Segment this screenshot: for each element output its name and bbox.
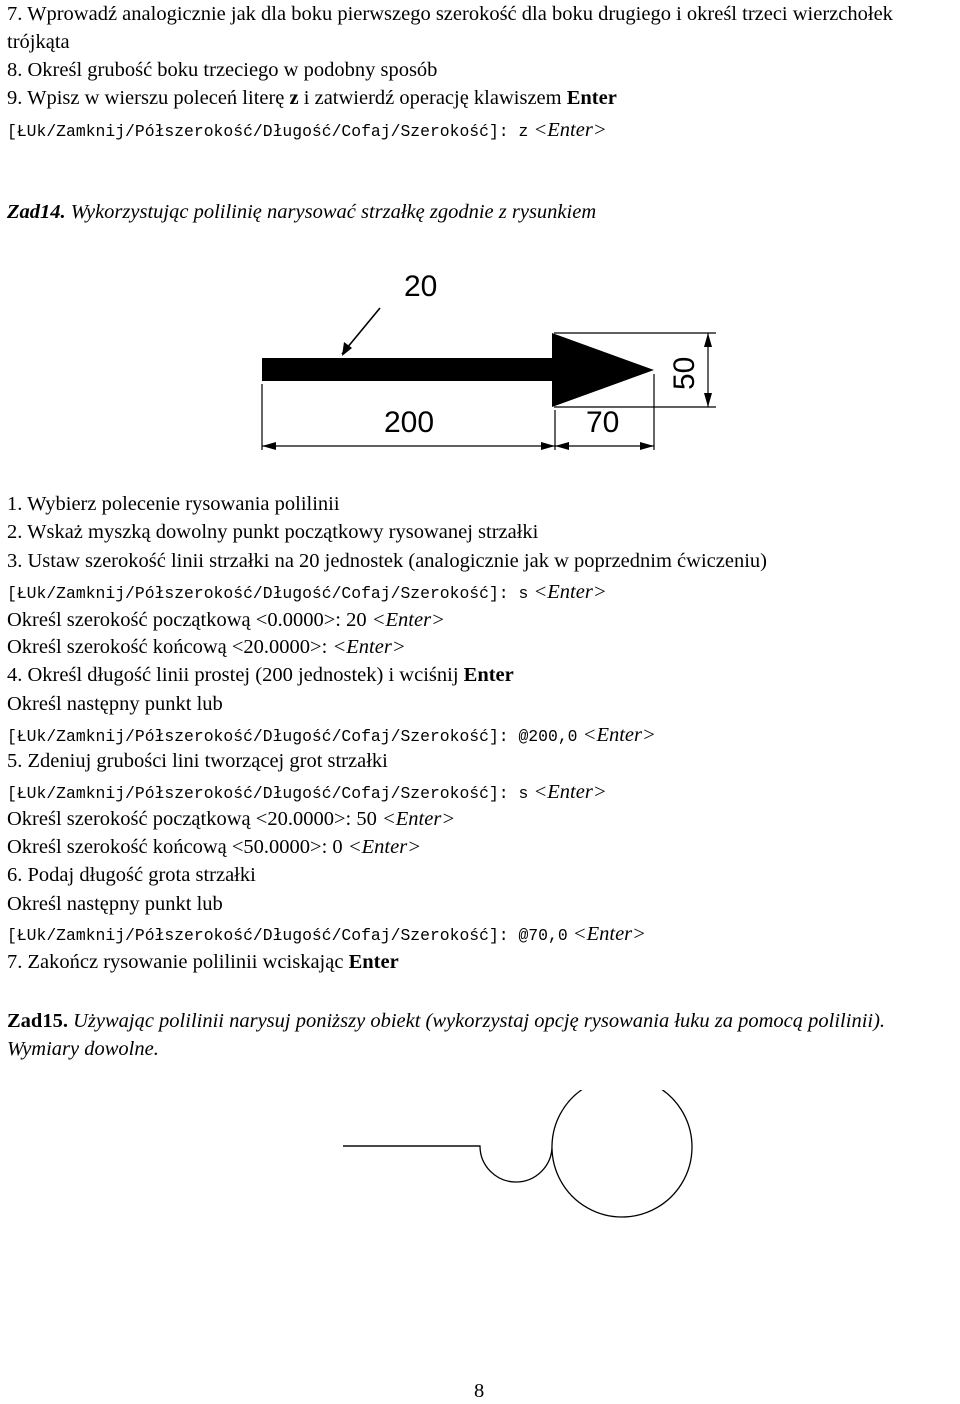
enter-key-label: <Enter>	[332, 636, 406, 658]
step-5-start-text: Określ szerokość początkową <20.0000>: 50	[7, 808, 377, 830]
enter-key-label: <Enter>	[371, 609, 445, 631]
step-4-next-point: Określ następny punkt lub	[7, 693, 223, 715]
enter-key-label: <Enter>	[533, 581, 607, 603]
step-7	[7, 948, 399, 976]
dim-width-top-label: 20	[404, 270, 438, 303]
enter-key-label: <Enter>	[533, 781, 607, 803]
arrow-dimension-figure	[0, 250, 960, 470]
step-5-start-width	[7, 805, 455, 833]
step-6: 6. Podaj długość grota strzałki	[7, 864, 256, 886]
polyline-arc-figure	[0, 1090, 960, 1310]
step-3-start-text: Określ szerokość początkową <0.0000>: 20	[7, 609, 367, 631]
step-9-key: Enter	[566, 87, 617, 109]
step-7-key: Enter	[348, 951, 399, 973]
zad15-paragraph	[7, 1007, 955, 1063]
step-4-key: Enter	[463, 664, 514, 686]
dim-head-len-label: 70	[586, 406, 620, 439]
step-7-text: 7. Wprowadź analogicznie jak dla boku pierwszego szerokość dla boku drugiego i określ trzeci wierzchołek trójkąta	[7, 3, 893, 53]
step-5-end-width	[7, 833, 421, 861]
enter-key-label: <Enter>	[381, 808, 456, 830]
dim-head-width-label: 50	[668, 356, 701, 390]
enter-key-label: <Enter>	[533, 119, 607, 141]
command-line-z	[7, 116, 607, 146]
arrow-shaft	[262, 358, 555, 381]
zad15-label: Zad15.	[7, 1010, 68, 1032]
zad15-text: Używając polilinii narysuj poniższy obiekt (wykorzystaj opcję rysowania łuku za pomocą polilinii). Wymiary dowolne.	[7, 1010, 886, 1060]
step-9-text	[7, 84, 617, 112]
zad14-label: Zad14.	[7, 201, 66, 223]
page-number: 8	[474, 1380, 485, 1402]
step-9-middle: i zatwierdź operację klawiszem	[298, 87, 567, 109]
enter-key-label: <Enter>	[582, 724, 656, 746]
step-6-command	[7, 920, 646, 950]
step-3: 3. Ustaw szerokość linii strzałki na 20 jednostek (analogicznie jak w poprzednim ćwiczeniu)	[7, 550, 767, 572]
zad14-text: Wykorzystując polilinię narysować strzałkę zgodnie z rysunkiem	[65, 201, 597, 223]
enter-key-label: <Enter>	[347, 836, 422, 858]
step-6-command-prompt: [ŁUk/Zamknij/Półszerokość/Długość/Cofaj/Szerokość]: @70,0	[7, 926, 568, 945]
step-3-end-text: Określ szerokość końcową <20.0000>:	[7, 636, 328, 658]
step-5-end-text: Określ szerokość końcową <50.0000>: 0	[7, 836, 343, 858]
step-1: 1. Wybierz polecenie rysowania polilinii	[7, 493, 340, 515]
step-5: 5. Zdeniuj grubości lini tworzącej grot strzałki	[7, 750, 388, 772]
step-3-command	[7, 578, 607, 608]
arrow-head	[552, 333, 654, 407]
step-5-command	[7, 778, 607, 808]
step-6-next-point: Określ następny punkt lub	[7, 893, 223, 915]
step-2: 2. Wskaż myszką dowolny punkt początkowy rysowanej strzałki	[7, 521, 539, 543]
step-5-command-prompt: [ŁUk/Zamknij/Półszerokość/Długość/Cofaj/Szerokość]: s	[7, 784, 529, 803]
step-3-end-width	[7, 633, 406, 661]
step-7-text: 7. Zakończ rysowanie polilinii wciskając	[7, 951, 349, 973]
dim-shaft-label: 200	[384, 406, 435, 439]
step-4	[7, 661, 514, 689]
step-4-command-prompt: [ŁUk/Zamknij/Półszerokość/Długość/Cofaj/Szerokość]: @200,0	[7, 727, 578, 746]
polyline-arc-shape	[343, 1090, 692, 1217]
step-4-text: 4. Określ długość linii prostej (200 jednostek) i wciśnij	[7, 664, 464, 686]
step-9-letter: z	[289, 87, 299, 109]
step-3-start-width	[7, 606, 445, 634]
step-3-command-prompt: [ŁUk/Zamknij/Półszerokość/Długość/Cofaj/Szerokość]: s	[7, 584, 529, 603]
zad14-heading	[7, 198, 596, 226]
command-prompt: [ŁUk/Zamknij/Półszerokość/Długość/Cofaj/Szerokość]: z	[7, 122, 529, 141]
step-9-prefix: 9. Wpisz w wierszu poleceń literę	[7, 87, 290, 109]
step-8-text: 8. Określ grubość boku trzeciego w podobny sposób	[7, 59, 438, 81]
enter-key-label: <Enter>	[572, 923, 646, 945]
